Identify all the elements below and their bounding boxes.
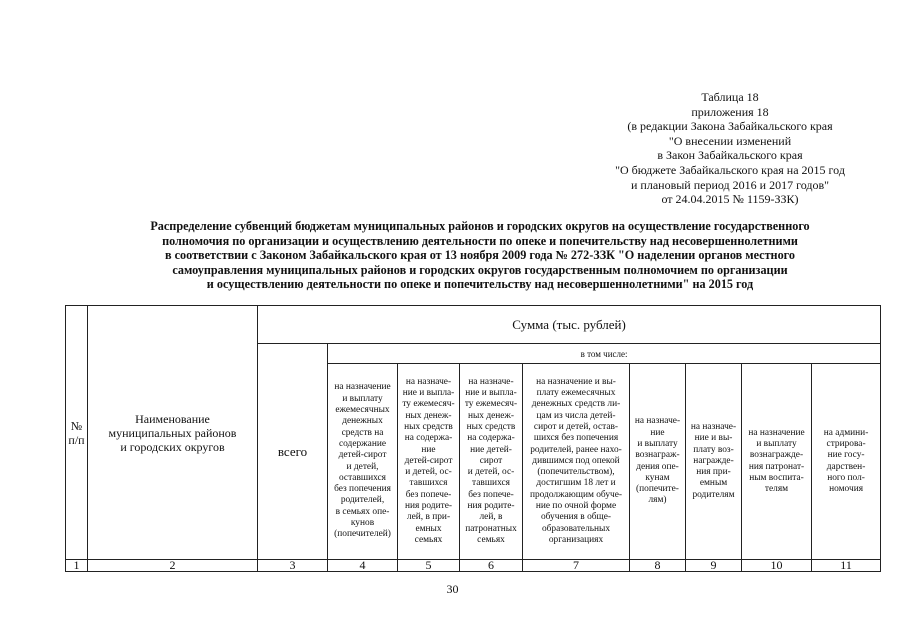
including-header: в том числе: <box>328 344 881 364</box>
title-line: и осуществлению деятельности по опеке и попечительству над несовершеннолетними" на 2015 год <box>206 277 754 292</box>
column-number: 10 <box>742 560 812 572</box>
approval-block <box>560 90 900 207</box>
column-number: 4 <box>328 560 398 572</box>
approval-line: в Закон Забайкальского края <box>657 148 803 163</box>
approval-line: приложения 18 <box>691 104 769 119</box>
approval-line: Таблица 18 <box>701 90 759 104</box>
title-line: самоуправления муниципальных районов и городских округов государственным полномочием по организации <box>172 262 788 277</box>
subcolumn-header: на назначение и выплату вознагражде- ния патронат- ным воспита- телям <box>742 364 812 560</box>
subcolumn-header: на назначе- ние и вы- плату воз- награжде- ния при- емным родителям <box>686 364 742 560</box>
document-title <box>40 219 905 292</box>
page-number: 30 <box>446 582 459 596</box>
column-number: 9 <box>686 560 742 572</box>
subcolumn-header: на назначе- ние и выпла- ту ежемесяч- ных денеж- ных средств на содержа- ние детей-сирот и детей, ос- тавшихся без попече- ния родите- лей, в при- емных семьях <box>398 364 460 560</box>
subcolumn-header: на назначе- ние и выплату вознаграж- дения опе- кунам (попечите- лям) <box>630 364 686 560</box>
column-number: 2 <box>88 560 258 572</box>
column-number: 11 <box>812 560 881 572</box>
column-number: 6 <box>460 560 523 572</box>
column-header-total: всего <box>258 344 328 560</box>
column-number: 7 <box>523 560 630 572</box>
column-number: 8 <box>630 560 686 572</box>
sum-header: Сумма (тыс. рублей) <box>258 306 881 344</box>
subcolumn-header: на админи- стрирова- ние госу- дарствен- ного пол- номочия <box>812 364 881 560</box>
approval-line: (в редакции Закона Забайкальского края <box>627 119 833 134</box>
title-line: полномочия по организации и осуществлению деятельности по опеке и попечительству над несовершеннолетними <box>162 233 798 248</box>
column-number: 5 <box>398 560 460 572</box>
subcolumn-header: на назначение и выплату ежемесячных денежных средств на содержание детей-сирот и детей, оставшихся без попечения родителей, в семьях опе- кунов (попечителей) <box>328 364 398 560</box>
subcolumn-header: на назначе- ние и выпла- ту ежемесяч- ных денеж- ных средств на содержа- ние детей- сирот и детей, ос- тавшихся без попече- ния родите- лей, в патронатных семьях <box>460 364 523 560</box>
approval-line: и плановый период 2016 и 2017 годов" <box>630 177 830 192</box>
subcolumn-header: на назначение и вы- плату ежемесячных денежных средств ли- цам из числа детей- сирот и детей, остав- шихся без попечения родителей, ранее нахо- дившимся под опекой (попечительством), достигшим 18 лет и продолжающим обуче- ние по очной форме обучения в обще- образовательных организациях <box>523 364 630 560</box>
title-line: Распределение субвенций бюджетам муниципальных районов и городских округов на осуществление государственного <box>150 219 810 233</box>
column-number: 3 <box>258 560 328 572</box>
approval-line: от 24.04.2015 № 1159-ЗЗК) <box>661 192 799 207</box>
column-number: 1 <box>66 560 88 572</box>
title-line: в соответствии с Законом Забайкальского края от 13 ноября 2009 года № 272-ЗЗК "О наделении органов местного <box>165 248 795 263</box>
approval-line: "О внесении изменений <box>668 133 792 148</box>
column-header-number: № п/п <box>66 306 88 560</box>
subvention-table <box>65 305 881 572</box>
approval-line: "О бюджете Забайкальского края на 2015 год <box>615 162 845 177</box>
column-header-name: Наименование муниципальных районов и городских округов <box>88 306 258 560</box>
